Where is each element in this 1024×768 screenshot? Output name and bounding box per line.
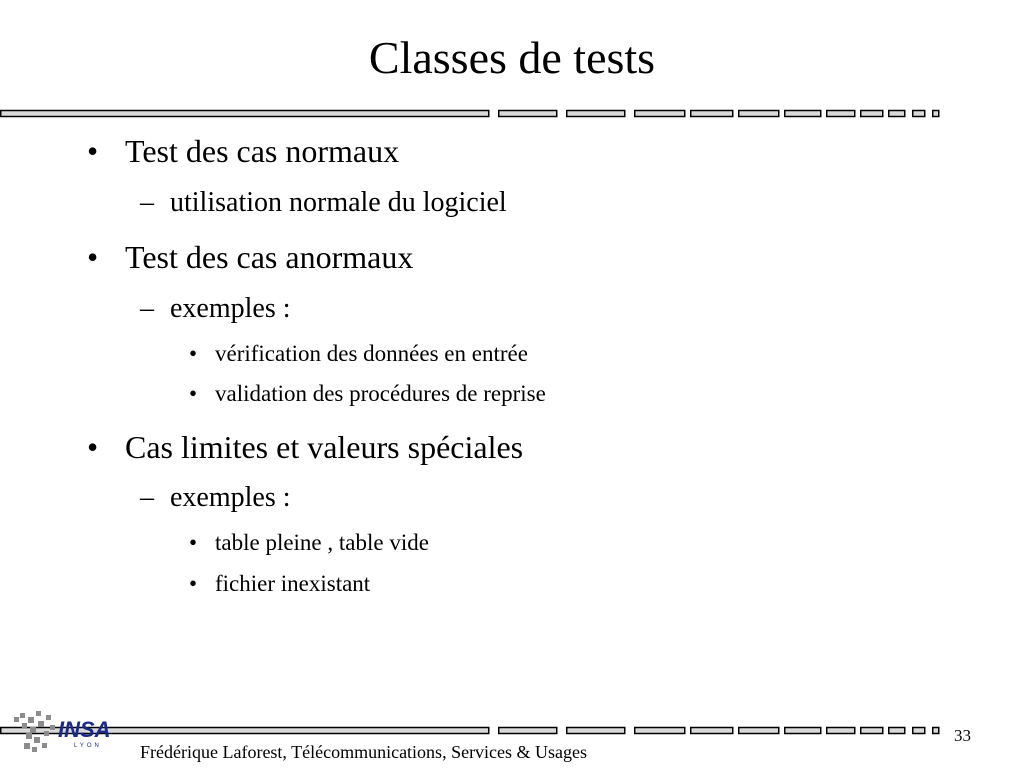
bullet-text: utilisation normale du logiciel — [170, 187, 507, 218]
logo-dot — [50, 725, 55, 730]
divider-segment — [691, 728, 733, 734]
logo-dot — [38, 721, 44, 727]
bullet-text: Cas limites et valeurs spéciales — [125, 429, 524, 465]
bullet-text: validation des procédures de reprise — [215, 381, 546, 406]
insa-logo-graphic — [8, 705, 120, 757]
logo-dot — [26, 733, 32, 739]
logo-dot — [14, 717, 19, 722]
logo-dot — [34, 737, 40, 743]
logo-subtext: LYON — [74, 743, 102, 749]
bullet-text: table pleine , table vide — [215, 530, 429, 555]
footer-divider — [0, 726, 950, 736]
logo-dot — [32, 747, 37, 752]
logo-dot — [24, 743, 30, 749]
divider-segment — [827, 728, 855, 734]
dash-marker: – — [140, 293, 154, 324]
logo-dot — [28, 717, 34, 723]
logo-dot — [42, 743, 47, 748]
divider-segment — [739, 728, 779, 734]
logo-dot — [20, 713, 25, 718]
bullet-item — [87, 237, 414, 277]
bullet-text: Test des cas anormaux — [125, 239, 414, 275]
bullet-text: exemples : — [170, 482, 291, 513]
sub-sub-bullet-item — [189, 340, 528, 368]
bullet-marker: • — [189, 341, 198, 366]
divider-segment — [499, 728, 557, 734]
sub-sub-bullet-item — [189, 529, 429, 557]
divider-segment — [861, 728, 883, 734]
bullet-marker: • — [87, 239, 99, 275]
divider-segment — [913, 728, 925, 734]
bullet-marker: • — [189, 381, 198, 406]
sub-bullet-item — [140, 186, 507, 220]
bullet-text: exemples : — [170, 293, 291, 324]
dash-marker: – — [140, 187, 154, 218]
divider-segment — [635, 728, 685, 734]
bullet-text: Test des cas normaux — [125, 133, 400, 169]
bullet-marker: • — [189, 530, 198, 555]
divider-segment — [933, 728, 939, 734]
sub-sub-bullet-item — [189, 380, 546, 408]
slide-title: Classes de tests — [368, 32, 656, 83]
logo-wordmark: INSA — [58, 717, 111, 742]
bullet-text: vérification des données en entrée — [215, 341, 528, 366]
bullet-item — [87, 131, 400, 171]
logo-dot — [36, 711, 41, 716]
dash-marker: – — [140, 482, 154, 513]
sub-sub-bullet-item — [189, 570, 371, 598]
page-number: 33 — [954, 726, 971, 745]
logo-dot — [46, 715, 51, 720]
logo-dot — [44, 731, 49, 736]
divider-segment — [889, 728, 905, 734]
footer-divider-graphic — [0, 726, 950, 736]
sub-bullet-item — [140, 481, 291, 515]
bullet-text: fichier inexistant — [215, 571, 371, 596]
insa-logo — [8, 705, 120, 757]
divider-segment — [785, 728, 821, 734]
bullet-marker: • — [87, 133, 99, 169]
bullet-marker: • — [87, 429, 99, 465]
bullet-marker: • — [189, 571, 198, 596]
bullet-item — [87, 427, 524, 467]
logo-dot — [30, 727, 36, 733]
divider-segment — [567, 728, 625, 734]
logo-dot — [22, 723, 27, 728]
sub-bullet-item — [140, 292, 291, 326]
logo-dots — [14, 711, 55, 752]
footer-author-line: Frédérique Laforest, Télécommunications, Services & Usages — [140, 742, 588, 762]
